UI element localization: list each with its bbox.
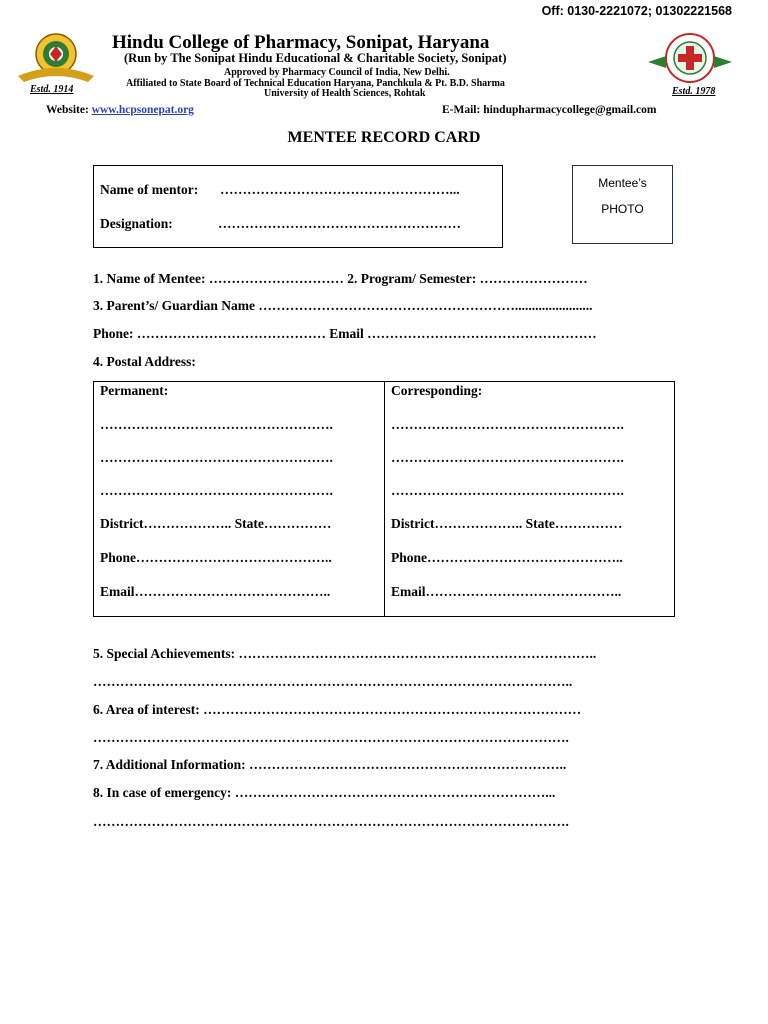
field-area-of-interest-cont[interactable]: ……………………………………………………………………………………………. xyxy=(93,730,569,745)
estd-left: Estd. 1914 xyxy=(30,84,74,95)
permanent-heading: Permanent: xyxy=(100,383,169,398)
university-line: University of Health Sciences, Rohtak xyxy=(264,88,426,99)
permanent-line-1[interactable]: ……………………………………………. xyxy=(100,417,333,432)
designation-field[interactable]: ……………………………………………… xyxy=(218,216,461,231)
corresponding-line-2[interactable]: ……………………………………………. xyxy=(391,450,624,465)
corresponding-email[interactable]: Email…………………………………….. xyxy=(391,584,622,599)
college-logo-right xyxy=(644,32,736,88)
corresponding-heading: Corresponding: xyxy=(391,383,483,398)
college-email: E-Mail: hindupharmacycollege@gmail.com xyxy=(442,104,657,116)
office-phone: Off: 0130-2221072; 01302221568 xyxy=(541,4,732,18)
address-divider xyxy=(384,382,385,616)
photo-label-line1: Mentee’s xyxy=(598,176,647,190)
mentor-name-field[interactable]: ……………………………………………... xyxy=(220,182,460,197)
corresponding-line-1[interactable]: ……………………………………………. xyxy=(391,417,624,432)
website-label: Website: xyxy=(46,104,89,116)
mentor-name-label: Name of mentor: xyxy=(100,182,199,197)
field-special-achievements[interactable]: 5. Special Achievements: …………………………………………………………………….. xyxy=(93,646,597,661)
website-link[interactable]: www.hcpsonepat.org xyxy=(91,104,194,116)
field-emergency-cont[interactable]: ……………………………………………………………………………………………. xyxy=(93,814,569,829)
permanent-phone[interactable]: Phone…………………………………….. xyxy=(100,550,332,565)
estd-right: Estd. 1978 xyxy=(672,86,716,97)
corresponding-district-state[interactable]: District……………….. State…………… xyxy=(391,516,623,531)
field-special-achievements-cont[interactable]: …………………………………………………………………………………………….. xyxy=(93,674,573,689)
field-additional-information[interactable]: 7. Additional Information: …………………………………………………………….. xyxy=(93,757,567,772)
field-area-of-interest[interactable]: 6. Area of interest: ………………………………………………………………………… xyxy=(93,702,582,717)
permanent-email[interactable]: Email…………………………………….. xyxy=(100,584,331,599)
field-phone-email[interactable]: Phone: …………………………………… Email …………………………………………… xyxy=(93,326,597,341)
designation-label: Designation: xyxy=(100,216,173,231)
corresponding-phone[interactable]: Phone…………………………………….. xyxy=(391,550,623,565)
approved-line: Approved by Pharmacy Council of India, New Delhi. xyxy=(224,67,450,78)
mentor-box xyxy=(93,165,503,248)
photo-label-line2: PHOTO xyxy=(601,202,644,216)
field-postal-address-label: 4. Postal Address: xyxy=(93,354,196,369)
permanent-line-3[interactable]: ……………………………………………. xyxy=(100,483,333,498)
permanent-district-state[interactable]: District……………….. State…………… xyxy=(100,516,332,531)
college-name: Hindu College of Pharmacy, Sonipat, Haryana xyxy=(112,32,490,53)
affiliated-line: Affiliated to State Board of Technical Education Haryana, Panchkula & Pt. B.D. Sharma xyxy=(126,78,505,89)
run-by: (Run by The Sonipat Hindu Educational & Charitable Society, Sonipat) xyxy=(124,51,507,65)
field-emergency[interactable]: 8. In case of emergency: ……………………………………………………………... xyxy=(93,785,556,800)
page-title: MENTEE RECORD CARD xyxy=(287,129,481,146)
field-guardian-name[interactable]: 3. Parent’s/ Guardian Name …………………………………………………....................... xyxy=(93,298,593,313)
field-mentee-program[interactable]: 1. Name of Mentee: ………………………… 2. Program/ Semester: …………………… xyxy=(93,271,588,286)
website-line xyxy=(46,104,194,116)
address-table xyxy=(93,381,675,617)
permanent-line-2[interactable]: ……………………………………………. xyxy=(100,450,333,465)
college-logo-left xyxy=(16,30,96,88)
photo-box[interactable] xyxy=(572,165,673,244)
corresponding-line-3[interactable]: ……………………………………………. xyxy=(391,483,624,498)
